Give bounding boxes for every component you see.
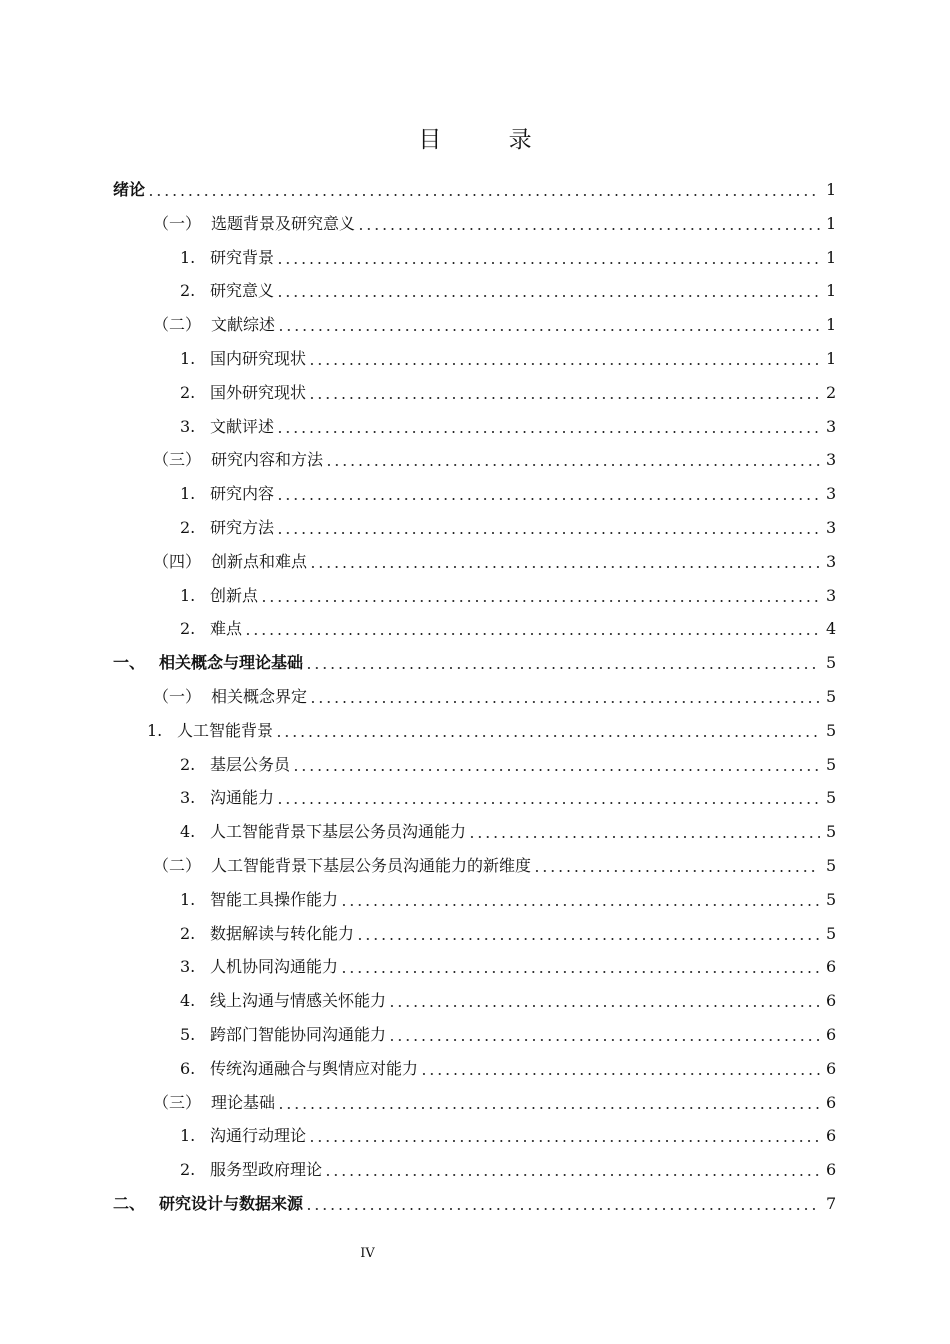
- toc-entry-number: 2.: [180, 281, 196, 301]
- toc-entry-title: 研究内容和方法: [211, 450, 324, 470]
- toc-entry-page: 5: [826, 653, 837, 673]
- toc-entry-number: 1.: [180, 247, 196, 267]
- toc-entry-number: （三）: [153, 450, 202, 470]
- toc-entry[interactable]: [180, 511, 836, 545]
- toc-entry-page: 5: [826, 788, 837, 808]
- toc-dot-leader: [357, 217, 820, 231]
- toc-dot-leader: [420, 1062, 820, 1076]
- toc-entry[interactable]: [180, 477, 836, 511]
- toc-entry-page: 7: [826, 1194, 837, 1213]
- toc-entry[interactable]: [180, 612, 836, 646]
- toc-entry-number: 1.: [180, 585, 196, 605]
- toc-entry-title: 国外研究现状: [210, 382, 307, 402]
- toc-entry[interactable]: [180, 1119, 836, 1153]
- toc-entry-page: 6: [826, 957, 837, 977]
- toc-entry-title: 研究内容: [210, 484, 275, 504]
- toc-dot-leader: [308, 1129, 820, 1143]
- toc-dot-leader: [276, 521, 820, 535]
- toc-dot-leader: [309, 690, 820, 704]
- toc-entry-number: 2.: [180, 754, 196, 774]
- toc-entry-number: （一）: [153, 687, 202, 706]
- toc-dot-leader: [305, 1197, 820, 1211]
- toc-entry-title: 理论基础: [211, 1092, 276, 1112]
- toc-entry[interactable]: [113, 646, 836, 680]
- toc-entry-page: 6: [826, 1025, 837, 1044]
- toc-entry-page: 1: [826, 315, 837, 335]
- toc-entry-number: 2.: [180, 923, 196, 943]
- toc-entry-page: 6: [826, 991, 837, 1011]
- toc-entry-title: 服务型政府理论: [210, 1160, 323, 1180]
- toc-entry-title: 研究意义: [210, 281, 275, 301]
- toc-dot-leader: [388, 994, 820, 1008]
- toc-entry-number: 1.: [180, 1126, 196, 1146]
- toc-entry-number: （一）: [153, 213, 202, 233]
- toc-dot-leader: [388, 1028, 820, 1042]
- toc-entry-number: 6.: [180, 1058, 196, 1078]
- toc-entry-page: 6: [826, 1058, 837, 1078]
- toc-dot-leader: [309, 555, 820, 569]
- toc-dot-leader: [468, 825, 820, 839]
- toc-dot-leader: [147, 183, 820, 197]
- toc-entry-title: 基层公务员: [210, 754, 291, 774]
- toc-entry-title: 文献评述: [210, 416, 275, 436]
- toc-entry-number: 3.: [180, 416, 196, 436]
- toc-entry-title: 研究背景: [210, 247, 275, 267]
- toc-entry-title: 传统沟通融合与舆情应对能力: [210, 1058, 419, 1078]
- toc-entry-page: 6: [826, 1160, 837, 1180]
- toc-entry-page: 1: [826, 281, 837, 301]
- toc-entry[interactable]: [180, 984, 836, 1018]
- toc-entry-number: 二、: [113, 1194, 146, 1213]
- toc-entry-number: 4.: [180, 991, 196, 1011]
- toc-entry[interactable]: [113, 1187, 836, 1221]
- toc-entry[interactable]: [153, 680, 836, 714]
- toc-entry-page: 1: [826, 213, 837, 233]
- toc-entry-title: 创新点: [210, 585, 259, 605]
- toc-entry-page: 1: [826, 247, 837, 267]
- toc-entry-page: 3: [826, 518, 837, 537]
- toc-entry[interactable]: [180, 342, 836, 376]
- page-number-footer: IV: [360, 1246, 375, 1261]
- toc-dot-leader: [308, 386, 820, 400]
- toc-entry-page: 1: [826, 180, 837, 199]
- toc-entry-number: （四）: [153, 551, 202, 571]
- toc-entry-number: 1.: [180, 484, 196, 504]
- toc-entry-title: 相关概念与理论基础: [159, 653, 304, 673]
- toc-entry-page: 3: [826, 585, 837, 605]
- toc-entry-title: 线上沟通与情感关怀能力: [210, 991, 387, 1011]
- toc-dot-leader: [277, 1096, 820, 1110]
- toc-entry[interactable]: [113, 173, 836, 207]
- toc-entry[interactable]: [153, 849, 836, 883]
- toc-entry-page: 5: [826, 754, 837, 774]
- toc-entry-number: 1.: [147, 720, 163, 740]
- toc-dot-leader: [340, 960, 820, 974]
- toc-entry-page: 3: [826, 484, 837, 504]
- toc-entry[interactable]: [153, 207, 836, 241]
- toc-entry-title: 人工智能背景下基层公务员沟通能力: [210, 822, 467, 842]
- toc-entry[interactable]: [180, 1052, 836, 1086]
- toc-entry-title: 选题背景及研究意义: [211, 213, 356, 233]
- toc-dot-leader: [305, 656, 820, 670]
- toc-entry[interactable]: [180, 376, 836, 410]
- toc-entry-page: 2: [826, 382, 837, 402]
- toc-entry-number: 2.: [180, 1160, 196, 1180]
- toc-entry-page: 5: [826, 856, 837, 875]
- toc-entry-title: 沟通能力: [210, 788, 275, 808]
- toc-entry[interactable]: [180, 748, 836, 782]
- toc-entry[interactable]: [180, 883, 836, 917]
- toc-entry-page: 5: [826, 889, 837, 909]
- toc-entry-number: 2.: [180, 382, 196, 402]
- toc-dot-leader: [260, 589, 820, 603]
- toc-entry-number: 5.: [180, 1025, 196, 1044]
- toc-dot-leader: [276, 791, 820, 805]
- toc-dot-leader: [308, 352, 820, 366]
- toc-dot-leader: [292, 758, 820, 772]
- toc-entry-number: （三）: [153, 1092, 202, 1112]
- toc-entry-number: 4.: [180, 822, 196, 842]
- toc-dot-leader: [276, 284, 820, 298]
- toc-dot-leader: [356, 927, 820, 941]
- toc-entry-number: 3.: [180, 788, 196, 808]
- page-title: 目 录: [418, 127, 562, 153]
- toc-entry-number: 2.: [180, 518, 196, 537]
- toc-entry-title: 研究方法: [210, 518, 275, 537]
- toc-entry-title: 难点: [210, 619, 243, 639]
- toc-entry[interactable]: [180, 1153, 836, 1187]
- toc-entry-page: 3: [826, 416, 837, 436]
- toc-entry-page: 5: [826, 923, 837, 943]
- toc-entry[interactable]: [153, 308, 836, 342]
- toc-entry-page: 3: [826, 450, 837, 470]
- toc-entry[interactable]: [153, 545, 836, 579]
- toc-entry-title: 创新点和难点: [211, 551, 308, 571]
- toc-entry-title: 数据解读与转化能力: [210, 923, 355, 943]
- toc-entry[interactable]: [180, 410, 836, 444]
- toc-entry-title: 智能工具操作能力: [210, 889, 339, 909]
- toc-dot-leader: [244, 622, 820, 636]
- toc-entry[interactable]: [180, 781, 836, 815]
- toc-entry-number: 1.: [180, 349, 196, 368]
- toc-entry-number: 3.: [180, 957, 196, 977]
- toc-entry-title: 文献综述: [211, 315, 276, 335]
- toc-entry-title: 人工智能背景下基层公务员沟通能力的新维度: [211, 856, 532, 875]
- toc-entry-number: 1.: [180, 889, 196, 909]
- toc-dot-leader: [533, 859, 820, 873]
- toc-entry-number: （二）: [153, 315, 202, 335]
- toc-entry-page: 4: [826, 619, 837, 639]
- toc-entry-title: 人工智能背景: [177, 720, 274, 740]
- toc-entry-title: 沟通行动理论: [210, 1126, 307, 1146]
- toc-entry[interactable]: [180, 274, 836, 308]
- toc-entry[interactable]: [180, 950, 836, 984]
- toc-entry-title: 绪论: [113, 180, 146, 199]
- toc-entry[interactable]: [180, 241, 836, 275]
- toc-entry[interactable]: [180, 579, 836, 613]
- toc-dot-leader: [340, 893, 820, 907]
- toc-entry[interactable]: [153, 1086, 836, 1120]
- toc-entry-number: 2.: [180, 619, 196, 639]
- toc-entry-page: 6: [826, 1126, 837, 1146]
- toc-dot-leader: [275, 724, 820, 738]
- toc-entry[interactable]: [180, 815, 836, 849]
- toc-entry-title: 人机协同沟通能力: [210, 957, 339, 977]
- toc-entry-page: 5: [826, 720, 837, 740]
- toc-entry-page: 6: [826, 1092, 837, 1112]
- toc-entry-number: 一、: [113, 653, 146, 673]
- toc-entry[interactable]: [180, 917, 836, 951]
- toc-entry-number: （二）: [153, 856, 202, 875]
- toc-entry[interactable]: [180, 1018, 836, 1052]
- toc-entry-title: 研究设计与数据来源: [159, 1194, 304, 1213]
- toc-entry-page: 5: [826, 822, 837, 842]
- toc-entry-title: 国内研究现状: [210, 349, 307, 368]
- toc-entry-page: 3: [826, 551, 837, 571]
- toc-entry[interactable]: [153, 443, 836, 477]
- toc-dot-leader: [277, 318, 820, 332]
- toc-dot-leader: [324, 1163, 820, 1177]
- toc-entry-page: 1: [826, 349, 837, 368]
- toc-dot-leader: [276, 420, 820, 434]
- toc-entry-title: 相关概念界定: [211, 687, 308, 706]
- toc-dot-leader: [276, 251, 820, 265]
- toc-entry-title: 跨部门智能协同沟通能力: [210, 1025, 387, 1044]
- toc-entry-page: 5: [826, 687, 837, 706]
- toc-entry[interactable]: [147, 714, 836, 748]
- toc-dot-leader: [276, 487, 820, 501]
- toc-dot-leader: [325, 453, 820, 467]
